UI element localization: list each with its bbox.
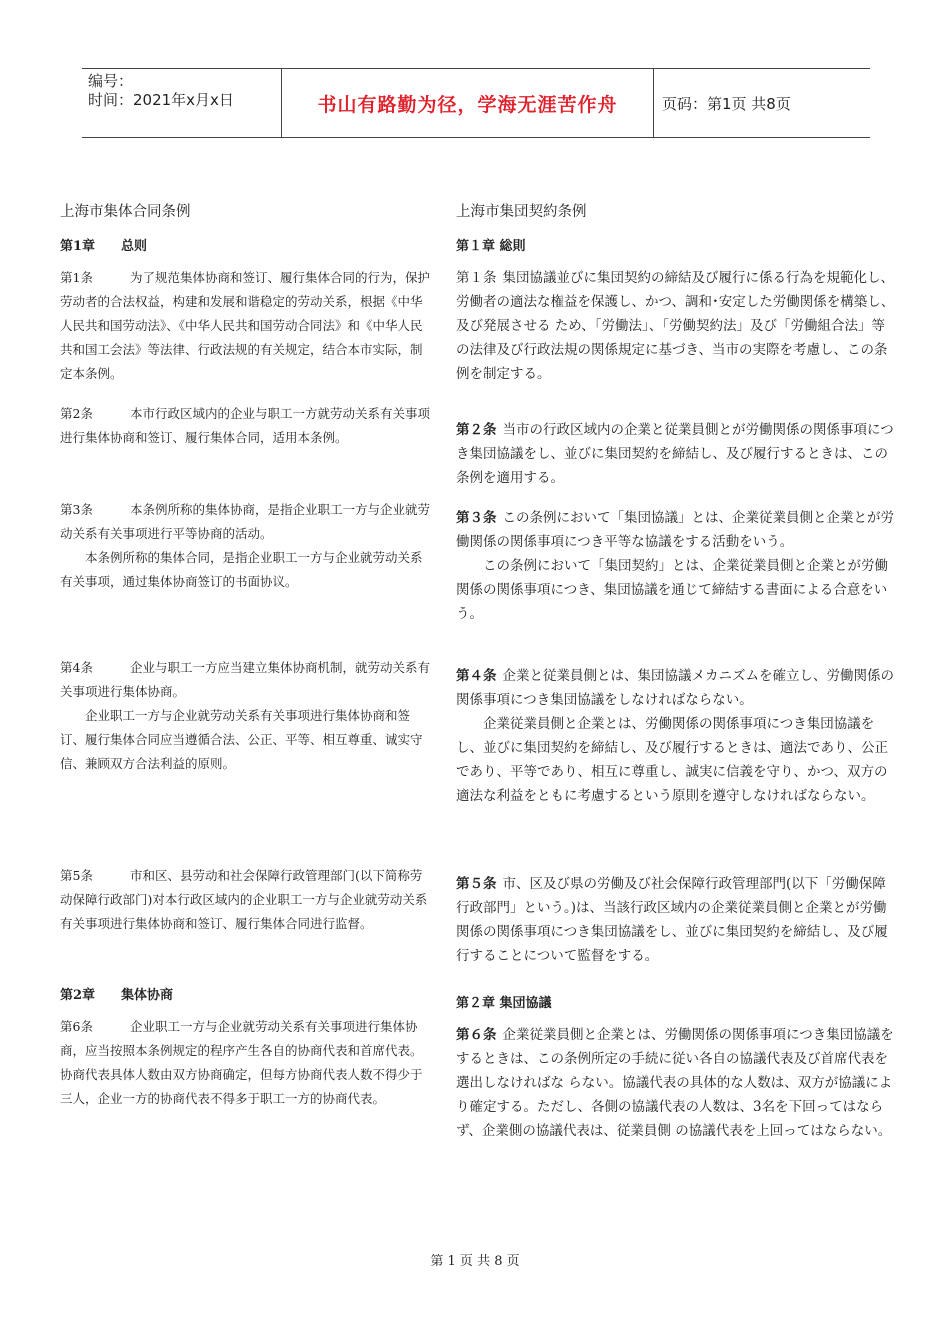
article-number: 第1条 bbox=[60, 270, 93, 285]
article-text: 企業従業員側と企業とは、労働関係の関係事項につき集団協議をするときは、この条例所定の手続に従い各自の協議代表及び首席代表を選出しなければな らない。協議代表の具体的な人数は、双方が協議により確定する。ただし、各側の協議代表の人数は、3名を下回ってはならず、企業側の協議代表は、従業員側 の協議代表を上回ってはならない。 bbox=[456, 1027, 894, 1139]
article-paragraph: この条例において「集団契約」とは、企業従業員側と企業とが労働関係の関係事項につき、集団協議を通じて締結する書面による合意をいう。 bbox=[456, 558, 888, 622]
article-text: 当市の行政区域内の企業と従業員側とが労働関係の関係事項につき集団協議をし、並びに集団契約を締結し、及び履行するときは、この条例を適用する。 bbox=[456, 422, 894, 486]
article-number: 第３条 bbox=[456, 510, 497, 526]
japanese-chapter-1: 第１章 総則 bbox=[456, 239, 526, 254]
japanese-article-5 bbox=[456, 872, 896, 984]
chinese-article-2 bbox=[60, 402, 432, 490]
article-number: 第3条 bbox=[60, 502, 93, 517]
article-text: 为了规范集体协商和签订、履行集体合同的行为，保护劳动者的合法权益，构建和发展和谐稳定的劳动关系，根据《中华人民共和国劳动法》、《中华人民共和国劳动合同法》和《中华人民共和国工会法》等法律、行政法规的有关规定，结合本市实际，制定本条例。 bbox=[60, 270, 431, 381]
article-text: 本条例所称的集体协商，是指企业职工一方与企业就劳动关系有关事项进行平等协商的活动。 bbox=[60, 502, 431, 541]
article-number: 第２条 bbox=[456, 422, 497, 438]
article-paragraph: 企業従業員側と企業とは、労働関係の関係事項につき集団協議をし、並びに集団契約を締結し、及び履行するときは、適法であり、公正であり、平等であり、相互に尊重し、誠実に信義を守り、かつ、双方の適法な利益をともに考慮するという原則を遵守しなければならない。 bbox=[456, 716, 888, 804]
japanese-chapter-2: 第２章 集団協議 bbox=[456, 996, 552, 1011]
article-number: 第5条 bbox=[60, 868, 93, 883]
chinese-article-5 bbox=[60, 864, 432, 976]
japanese-title: 上海市集団契約条例 bbox=[456, 204, 587, 220]
article-text: 本市行政区域内的企业与职工一方就劳动关系有关事项进行集体协商和签订、履行集体合同，适用本条例。 bbox=[60, 406, 431, 445]
article-number: 第１条 bbox=[456, 270, 497, 286]
japanese-article-6 bbox=[456, 1023, 896, 1143]
article-paragraph: 企业职工一方与企业就劳动关系有关事项进行集体协商和签订、履行集体合同应当遵循合法、公正、平等、相互尊重、诚实守信、兼顾双方合法利益的原则。 bbox=[60, 708, 423, 771]
article-number: 第５条 bbox=[456, 876, 497, 892]
page-footer: 第 1 页 共 8 页 bbox=[430, 1254, 520, 1269]
japanese-article-2 bbox=[456, 418, 896, 498]
article-paragraph: 本条例所称的集体合同，是指企业职工一方与企业就劳动关系有关事项，通过集体协商签订的书面协议。 bbox=[60, 550, 423, 589]
japanese-column bbox=[456, 200, 896, 1151]
japanese-article-4 bbox=[456, 664, 896, 864]
japanese-article-3 bbox=[456, 506, 896, 656]
page-header bbox=[82, 68, 870, 138]
header-info bbox=[82, 69, 282, 137]
article-text: 企業と従業員側とは、集団協議メカニズムを確立し、労働関係の関係事項につき集団協議をしなければならない。 bbox=[456, 668, 894, 708]
article-number: 第6条 bbox=[60, 1019, 93, 1034]
chinese-title: 上海市集体合同条例 bbox=[60, 204, 191, 220]
motto-text: 书山有路勤为径，学海无涯苦作舟 bbox=[317, 93, 618, 116]
article-text: 集団協議並びに集団契約の締結及び履行に係る行為を規範化し、労働者の適法な権益を保護し、かつ、調和･安定した労働関係を構築し、及び発展させる ため、「労働法」、「労働契約法」及び「労働組合法」等の法律及び行政法規の関係規定に基づき、当市の実際を考慮し、この条例を制定する。 bbox=[456, 270, 895, 382]
chinese-article-3 bbox=[60, 498, 432, 648]
article-number: 第4条 bbox=[60, 660, 93, 675]
article-text: 市和区、县劳动和社会保障行政管理部门(以下简称劳动保障行政部门)对本行政区域内的企业职工一方与企业就劳动关系有关事项进行集体协商和签订、履行集体合同进行监督。 bbox=[60, 868, 428, 931]
doc-number-label: 编号： bbox=[88, 72, 134, 90]
chinese-article-6 bbox=[60, 1015, 432, 1111]
article-number: 第６条 bbox=[456, 1027, 497, 1043]
article-number: 第４条 bbox=[456, 668, 497, 684]
article-text: この条例において「集団協議」とは、企業従業員側と企業とが労働関係の関係事項につき平等な協議をする活動をいう。 bbox=[456, 510, 894, 550]
header-page-label: 页码：第1页 共8页 bbox=[662, 94, 791, 113]
chinese-column bbox=[60, 200, 432, 1119]
chinese-article-1 bbox=[60, 266, 432, 394]
japanese-article-1 bbox=[456, 266, 896, 410]
article-text: 企业职工一方与企业就劳动关系有关事项进行集体协商，应当按照本条例规定的程序产生各自的协商代表和首席代表。协商代表具体人数由双方协商确定，但每方协商代表人数不得少于三人，企业一方的协商代表不得多于职工一方的协商代表。 bbox=[60, 1019, 423, 1106]
article-text: 企业与职工一方应当建立集体协商机制，就劳动关系有关事项进行集体协商。 bbox=[60, 660, 431, 699]
header-motto bbox=[282, 69, 654, 137]
article-text: 市、区及び県の労働及び社会保障行政管理部門(以下「労働保障行政部門」という。)は、当該行政区域内の企業従業員側と企業とが労働関係の関係事項につき集団協議をし、並びに集団契約を締結し、及び履行することについて監督をする。 bbox=[456, 876, 888, 964]
article-number: 第2条 bbox=[60, 406, 93, 421]
chinese-article-4 bbox=[60, 656, 432, 856]
chinese-chapter-2: 第2章 集体协商 bbox=[60, 988, 174, 1003]
chinese-chapter-1: 第1章 总则 bbox=[60, 239, 148, 254]
doc-date-label: 时间：2021年x月x日 bbox=[88, 91, 234, 109]
